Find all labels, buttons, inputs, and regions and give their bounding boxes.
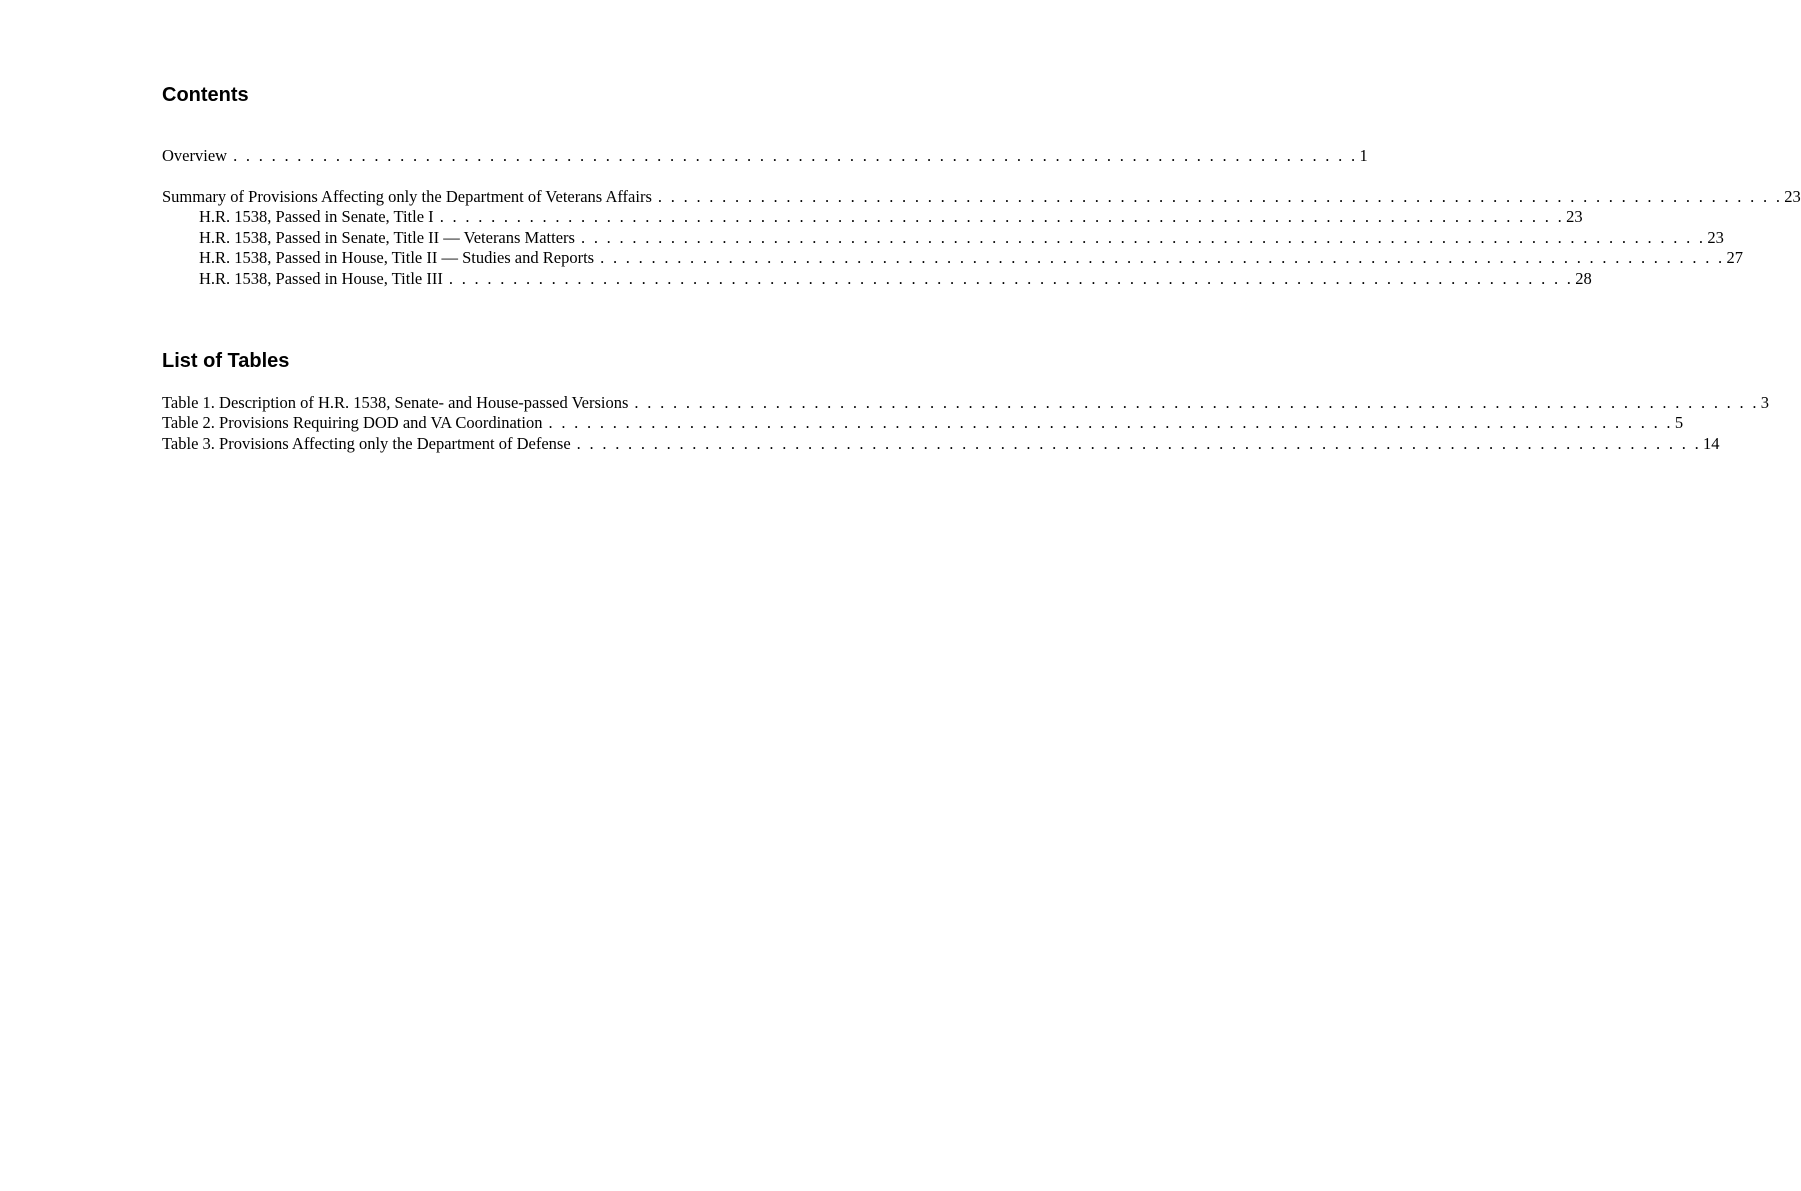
toc-entry-title: H.R. 1538, Passed in Senate, Title II — Veterans Matters (199, 227, 575, 247)
dot-leader: . . . . . . . . . . . . . . . . . . . . . . . . . . . . . . . . . . . . . . . . . . . . . . . . . . . . . . . . . . . . . . . . . . . . . . . . . . . . . . . . . . . . . . . . (580, 227, 1706, 247)
toc-entry-house-title-2[interactable] (162, 248, 1743, 268)
table-entry-page: 5 (1674, 413, 1684, 433)
toc-entry-overview[interactable] (162, 146, 1368, 166)
table-entry-title: Table 2. Provisions Requiring DOD and VA Coordination (162, 413, 543, 433)
dot-leader: . . . . . . . . . . . . . . . . . . . . . . . . . . . . . . . . . . . . . . . . . . . . . . . . . . . . . . . . . . . . . . . . . . . . . . . . . . . . . . . . . . . . . . . . (600, 248, 1725, 268)
table-entry-2[interactable] (162, 413, 1684, 433)
toc-entry-page: 28 (1575, 268, 1592, 288)
toc-entry-summary-va[interactable] (162, 187, 1801, 207)
table-entry-page: 14 (1703, 433, 1720, 453)
contents-list (162, 146, 1368, 166)
dot-leader: . . . . . . . . . . . . . . . . . . . . . . . . . . . . . . . . . . . . . . . . . . . . . . . . . . . . . . . . . . . . . . . . . . . . . . . . . . . . . . . . . . . . . . . . (448, 268, 1574, 288)
table-entry-title: Table 1. Description of H.R. 1538, Senate- and House-passed Versions (162, 393, 629, 412)
toc-entry-page: 23 (1566, 207, 1583, 227)
dot-leader: . . . . . . . . . . . . . . . . . . . . . . . . . . . . . . . . . . . . . . . . . . . . . . . . . . . . . . . . . . . . . . . . . . . . . . . . . . . . . . . . . . . . . . . . (439, 207, 1565, 227)
toc-entry-senate-title-1[interactable] (162, 207, 1583, 227)
toc-entry-page: 27 (1726, 248, 1743, 268)
dot-leader: . . . . . . . . . . . . . . . . . . . . . . . . . . . . . . . . . . . . . . . . . . . . . . . . . . . . . . . . . . . . . . . . . . . . . . . . . . . . . . . . . . . . . . . . (634, 393, 1759, 412)
contents-list-va (162, 187, 1801, 289)
toc-entry-title: H.R. 1538, Passed in Senate, Title I (199, 207, 434, 227)
toc-entry-title: H.R. 1538, Passed in House, Title II — Studies and Reports (199, 248, 595, 268)
contents-heading: Contents (162, 84, 249, 106)
toc-entry-page: 23 (1784, 187, 1801, 206)
toc-entry-senate-title-2[interactable] (162, 227, 1724, 248)
list-of-tables-heading: List of Tables (162, 350, 290, 372)
dot-leader: . . . . . . . . . . . . . . . . . . . . . . . . . . . . . . . . . . . . . . . . . . . . . . . . . . . . . . . . . . . . . . . . . . . . . . . . . . . . . . . . . . . . . . . . (548, 413, 1673, 433)
dot-leader: . . . . . . . . . . . . . . . . . . . . . . . . . . . . . . . . . . . . . . . . . . . . . . . . . . . . . . . . . . . . . . . . . . . . . . . . . . . . . . . . . . . . . . . . (233, 146, 1358, 165)
table-entry-3[interactable] (162, 433, 1720, 454)
toc-entry-house-title-3[interactable] (162, 268, 1592, 289)
toc-entry-page: 23 (1707, 227, 1724, 247)
toc-entry-title: Summary of Provisions Affecting only the Department of Veterans Affairs (162, 187, 652, 206)
dot-leader: . . . . . . . . . . . . . . . . . . . . . . . . . . . . . . . . . . . . . . . . . . . . . . . . . . . . . . . . . . . . . . . . . . . . . . . . . . . . . . . . . . . . . . . . (576, 433, 1702, 453)
tables-list (162, 393, 1770, 454)
toc-entry-title: Overview (162, 146, 228, 165)
table-entry-page: 3 (1760, 393, 1770, 412)
dot-leader: . . . . . . . . . . . . . . . . . . . . . . . . . . . . . . . . . . . . . . . . . . . . . . . . . . . . . . . . . . . . . . . . . . . . . . . . . . . . . . . . . . . . . . . . (657, 187, 1783, 206)
table-entry-title: Table 3. Provisions Affecting only the Department of Defense (162, 433, 571, 453)
toc-entry-page: 1 (1359, 146, 1368, 165)
toc-entry-title: H.R. 1538, Passed in House, Title III (199, 268, 443, 288)
table-entry-1[interactable] (162, 393, 1770, 413)
